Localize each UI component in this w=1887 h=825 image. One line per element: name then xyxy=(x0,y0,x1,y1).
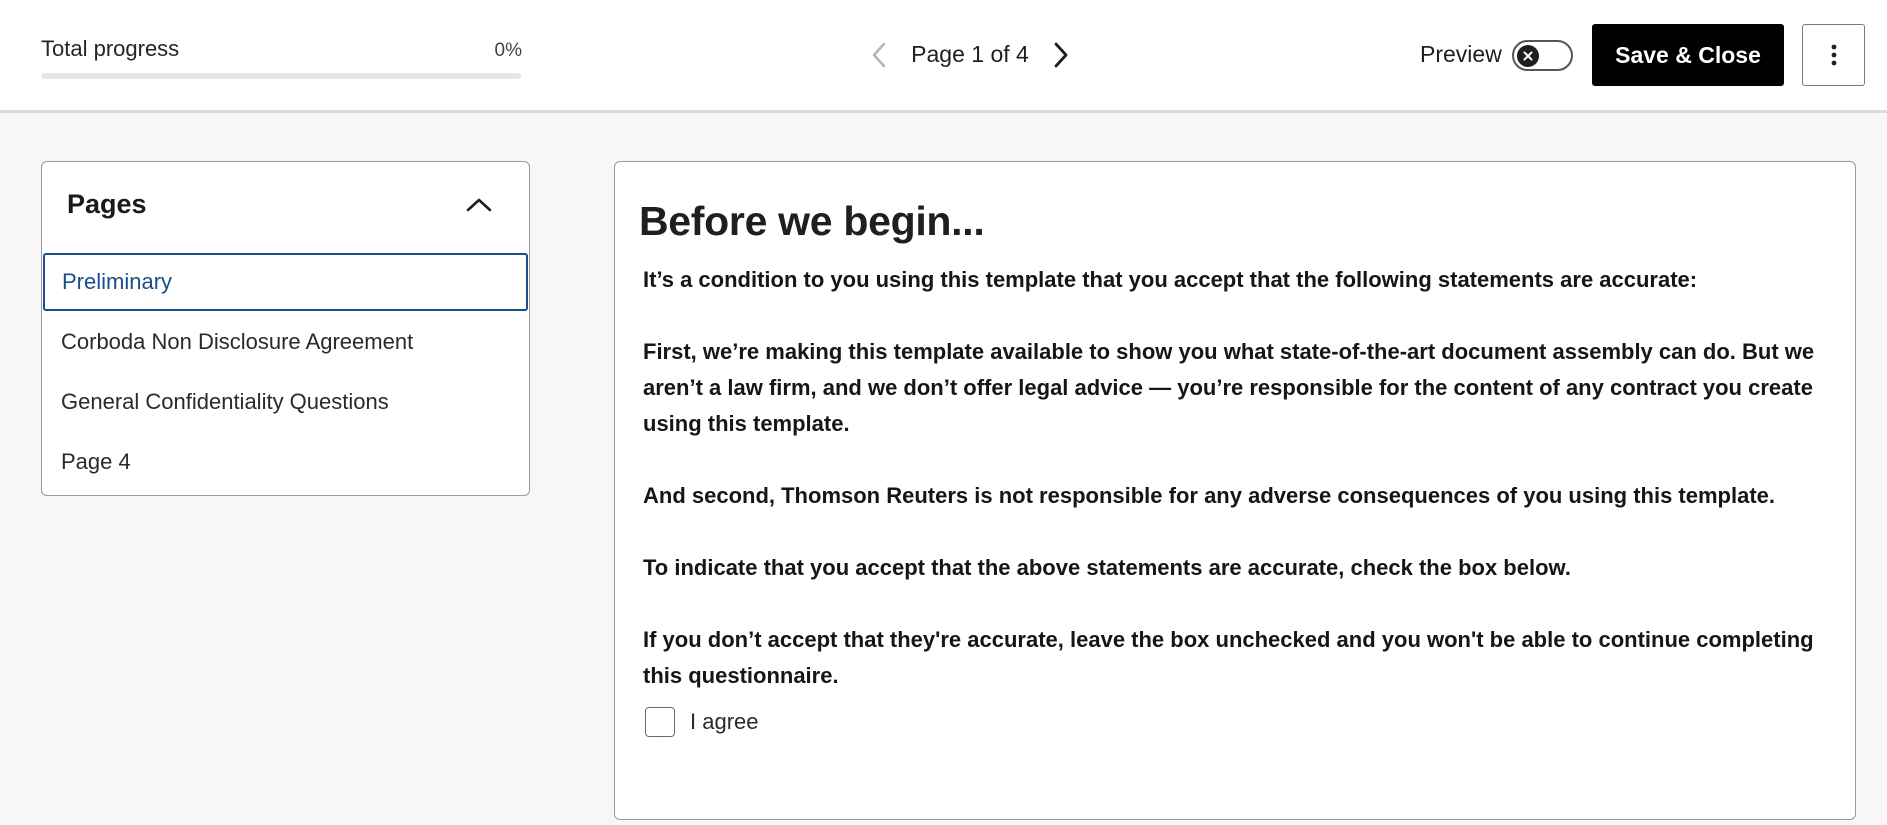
agree-option[interactable] xyxy=(645,707,759,737)
toggle-off-knob xyxy=(1517,45,1539,67)
page-item-corboda-nda[interactable]: Corboda Non Disclosure Agreement xyxy=(61,329,414,354)
page-item-page-4[interactable]: Page 4 xyxy=(61,449,131,474)
agree-label: I agree xyxy=(690,709,759,734)
disclaimer-paragraph: And second, Thomson Reuters is not responsible for any adverse consequences of you using this template. xyxy=(643,483,1776,508)
close-icon xyxy=(1523,51,1533,61)
disclaimer-paragraph: It’s a condition to you using this template that you accept that the following statements are accurate: xyxy=(643,267,1698,292)
progress-bar xyxy=(41,73,521,79)
disclaimer-paragraph: To indicate that you accept that the above statements are accurate, check the box below. xyxy=(643,555,1571,580)
chevron-left-icon xyxy=(871,42,887,68)
page-indicator: Page 1 of 4 xyxy=(911,41,1029,67)
progress-label: Total progress xyxy=(41,36,180,61)
kebab-vertical-icon xyxy=(1831,44,1837,66)
previous-page-button[interactable] xyxy=(866,38,892,72)
chevron-up-icon xyxy=(466,197,492,213)
questionnaire-card xyxy=(614,161,1856,820)
page-item-preliminary[interactable]: Preliminary xyxy=(43,253,528,311)
next-page-button[interactable] xyxy=(1048,38,1074,72)
disclaimer-paragraph: First, we’re making this template available to show you what state-of-the-art document assembly can do. But we aren’t a law firm, and we don’t offer legal advice — you’re responsible for the content of any contract you create using this template. xyxy=(643,339,1815,436)
save-and-close-button[interactable]: Save & Close xyxy=(1592,24,1784,86)
preview-label: Preview xyxy=(1420,41,1502,67)
collapse-pages-button[interactable] xyxy=(462,188,496,222)
page-item-general-confidentiality[interactable]: General Confidentiality Questions xyxy=(61,389,389,414)
chevron-right-icon xyxy=(1053,42,1069,68)
top-bar xyxy=(0,0,1887,113)
agree-checkbox[interactable] xyxy=(645,707,675,737)
preview-toggle[interactable] xyxy=(1512,40,1573,71)
more-options-button[interactable] xyxy=(1802,24,1865,86)
disclaimer-paragraph: If you don’t accept that they're accurate, leave the box unchecked and you won't be able to continue completing this questionnaire. xyxy=(643,627,1814,688)
page-title: Before we begin... xyxy=(639,198,985,244)
pages-panel xyxy=(41,161,530,496)
progress-percent: 0% xyxy=(494,40,522,61)
disclaimer-text xyxy=(643,262,1823,694)
pages-panel-title: Pages xyxy=(67,189,147,219)
